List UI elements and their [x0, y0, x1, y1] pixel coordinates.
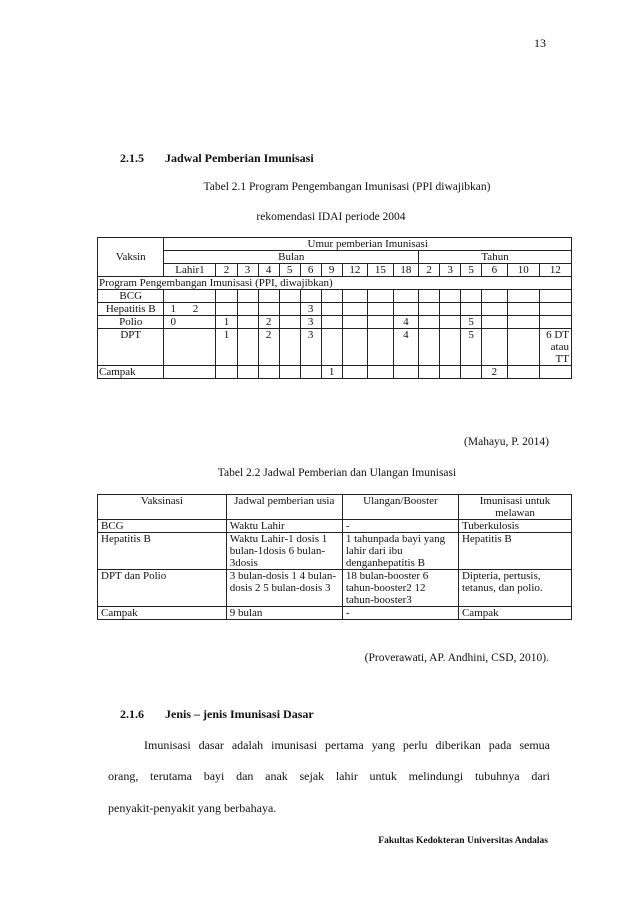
month-col: 4 — [258, 264, 279, 277]
dose-cell: 2 — [258, 316, 279, 329]
section-title: Jenis – jenis Imunisasi Dasar — [165, 707, 314, 721]
cell-vaksinasi: BCG — [98, 520, 227, 533]
vaksin-name: Polio — [98, 316, 164, 329]
table2-caption: Tabel 2.2 Jadwal Pemberian dan Ulangan Imunisasi — [217, 467, 457, 479]
page-footer: Fakultas Kedokteran Universitas Andalas — [378, 836, 548, 846]
dose-cell: 0 — [164, 316, 216, 329]
dose-cell: 5 — [461, 316, 482, 329]
dose-cell-dt-tt: 6 DT atau TT — [539, 329, 571, 366]
table-row — [98, 520, 572, 533]
table-row — [98, 303, 572, 316]
vaksin-name: Hepatitis B — [98, 303, 164, 316]
year-col: 6 — [482, 264, 507, 277]
vaksin-name: Campak — [98, 366, 164, 379]
section-title: Jadwal Pemberian Imunisasi — [165, 151, 314, 165]
table-ppi-schedule — [97, 237, 572, 379]
dose-cell: 3 — [300, 329, 321, 366]
table-row — [98, 290, 572, 303]
table-row — [98, 607, 572, 620]
cell-ulangan: 1 tahunpada bayi yang lahir dari ibu denganhepatitis B — [342, 533, 458, 570]
dose-cell: 4 — [393, 329, 418, 366]
dose-cell: 4 — [393, 316, 418, 329]
dose-cell: 1 — [321, 366, 342, 379]
cell-jadwal: Waktu Lahir-1 dosis 1 bulan-1dosis 6 bulan-3dosis — [226, 533, 342, 570]
cell-jadwal: Waktu Lahir — [226, 520, 342, 533]
month-col: Lahir1 — [164, 264, 216, 277]
vaksin-name: BCG — [98, 290, 164, 303]
month-col: 18 — [393, 264, 418, 277]
section-number: 2.1.6 — [120, 707, 144, 721]
cell-ulangan: 18 bulan-booster 6 tahun-booster2 12 tahun-booster3 — [342, 570, 458, 607]
month-col: 6 — [300, 264, 321, 277]
col-header-bulan: Bulan — [164, 251, 419, 264]
dose-cell: 1 — [216, 329, 237, 366]
col-header-umur: Umur pemberian Imunisasi — [164, 238, 572, 251]
month-col: 12 — [342, 264, 367, 277]
table-immunization-schedule — [97, 494, 572, 620]
paragraph-line-3: penyakit-penyakit yang berbahaya. — [108, 801, 277, 815]
col-header-vaksin: Vaksin — [98, 238, 164, 277]
dose-cell: 3 — [300, 303, 321, 316]
table1-source: (Mahayu, P. 2014) — [464, 436, 549, 448]
table-row — [98, 316, 572, 329]
month-col: 15 — [368, 264, 393, 277]
dose-cell: 5 — [461, 329, 482, 366]
cell-melawan: Dipteria, pertusis, tetanus, dan polio. — [458, 570, 571, 607]
year-col: 2 — [419, 264, 440, 277]
table1-caption-line1: Tabel 2.1 Program Pengembangan Imunisasi (PPI diwajibkan) — [203, 181, 491, 193]
cell-melawan: Hepatitis B — [458, 533, 571, 570]
paragraph-line-1: Imunisasi dasar adalah imunisasi pertama yang perlu diberikan pada semua — [144, 738, 550, 752]
cell-ulangan: - — [342, 607, 458, 620]
table-row — [98, 570, 572, 607]
col-header-vaksinasi: Vaksinasi — [98, 495, 227, 520]
group-row-ppi: Program Pengembangan Imunisasi (PPI, diwajibkan) — [98, 277, 572, 290]
cell-jadwal: 3 bulan-dosis 1 4 bulan-dosis 2 5 bulan-dosis 3 — [226, 570, 342, 607]
month-col: 9 — [321, 264, 342, 277]
cell-jadwal: 9 bulan — [226, 607, 342, 620]
cell-ulangan: - — [342, 520, 458, 533]
table-row — [98, 366, 572, 379]
col-header-jadwal: Jadwal pemberian usia — [226, 495, 342, 520]
page-number: 13 — [534, 36, 546, 50]
month-col: 5 — [279, 264, 300, 277]
col-header-melawan: Imunisasi untuk melawan — [458, 495, 571, 520]
table1-caption-line2: rekomendasi IDAI periode 2004 — [256, 211, 406, 223]
month-col: 2 — [216, 264, 237, 277]
cell-melawan: Tuberkulosis — [458, 520, 571, 533]
table-row — [98, 329, 572, 366]
cell-melawan: Campak — [458, 607, 571, 620]
col-header-tahun: Tahun — [419, 251, 572, 264]
year-col: 5 — [461, 264, 482, 277]
section-heading-2-1-6 — [120, 707, 314, 722]
table2-source: (Proverawati, AP. Andhini, CSD, 2010). — [364, 652, 549, 664]
month-col: 3 — [237, 264, 258, 277]
dose-cell: 2 — [482, 366, 507, 379]
section-heading-2-1-5 — [120, 151, 314, 166]
dose-cell: 1 — [216, 316, 237, 329]
col-header-ulangan: Ulangan/Booster — [342, 495, 458, 520]
dose-cell: 1 2 — [164, 303, 216, 316]
cell-vaksinasi: DPT dan Polio — [98, 570, 227, 607]
year-col: 3 — [440, 264, 461, 277]
paragraph-line-2: orang, terutama bayi dan anak sejak lahir untuk melindungi tubuhnya dari — [108, 769, 550, 783]
cell-vaksinasi: Hepatitis B — [98, 533, 227, 570]
year-col: 12 — [539, 264, 571, 277]
dose-cell: 2 — [258, 329, 279, 366]
table-row — [98, 533, 572, 570]
cell-vaksinasi: Campak — [98, 607, 227, 620]
year-col: 10 — [507, 264, 539, 277]
vaksin-name: DPT — [98, 329, 164, 366]
section-number: 2.1.5 — [120, 151, 144, 165]
dose-cell: 3 — [300, 316, 321, 329]
